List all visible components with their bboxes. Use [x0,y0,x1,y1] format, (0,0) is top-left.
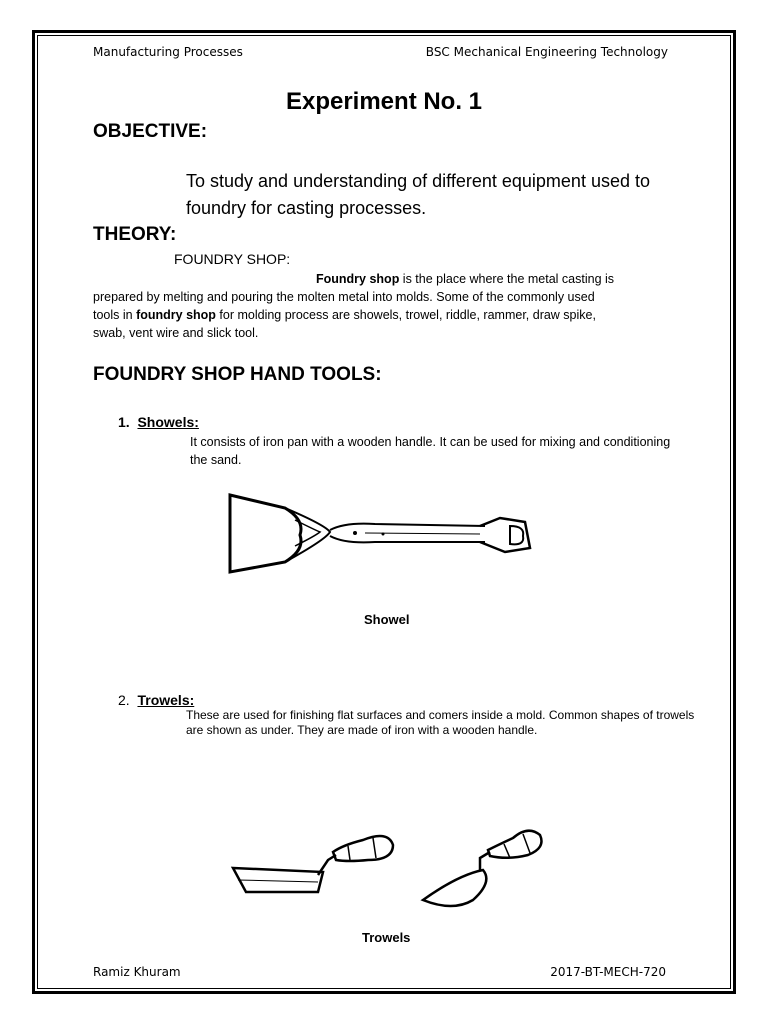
trowel-illustration [228,820,558,920]
tool-number: 1. [118,414,130,430]
theory-line-3-rest: for molding process are showels, trowel, riddle, rammer, draw spike, [215,308,596,322]
objective-heading: OBJECTIVE: [93,121,208,142]
theory-line-2: prepared by melting and pouring the molten metal into molds. Some of the commonly used [93,290,595,304]
tool-description-trowels: These are used for finishing flat surfaces and comers inside a mold. Common shapes of trowels are shown as under. They are made of iron with a wooden handle. [186,708,695,737]
header-right: BSC Mechanical Engineering Technology [425,45,668,59]
theory-line-1: is the place where the metal casting is [399,272,615,286]
tool-name: Trowels: [137,692,195,708]
header-left: Manufacturing Processes [93,45,243,59]
shovel-illustration [225,490,555,575]
theory-subheading: FOUNDRY SHOP: [174,251,291,267]
bold-term: Foundry shop [316,272,400,286]
footer-author: Ramiz Khuram [93,965,181,979]
tool-heading-trowels [118,692,194,708]
tool-description-showels: It consists of iron pan with a wooden handle. It can be used for mixing and conditioning the sand. [190,435,671,467]
theory-line-4: swab, vent wire and slick tool. [93,326,259,340]
theory-paragraph [93,270,693,342]
tool-number: 2. [118,692,130,708]
tool-heading-showels [118,414,199,430]
objective-text: To study and understanding of different equipment used to foundry for casting processes. [186,171,650,218]
figure-caption-trowels: Trowels [362,930,411,945]
figure-caption-showel: Showel [364,612,410,627]
tools-heading: FOUNDRY SHOP HAND TOOLS: [93,364,382,385]
footer-roll-number: 2017-BT-MECH-720 [550,965,666,979]
page-title: Experiment No. 1 [285,88,483,115]
tool-name: Showels: [137,414,199,430]
theory-line-3-pre: tools in [93,308,137,322]
bold-term: foundry shop [136,308,216,322]
theory-heading: THEORY: [93,224,177,245]
